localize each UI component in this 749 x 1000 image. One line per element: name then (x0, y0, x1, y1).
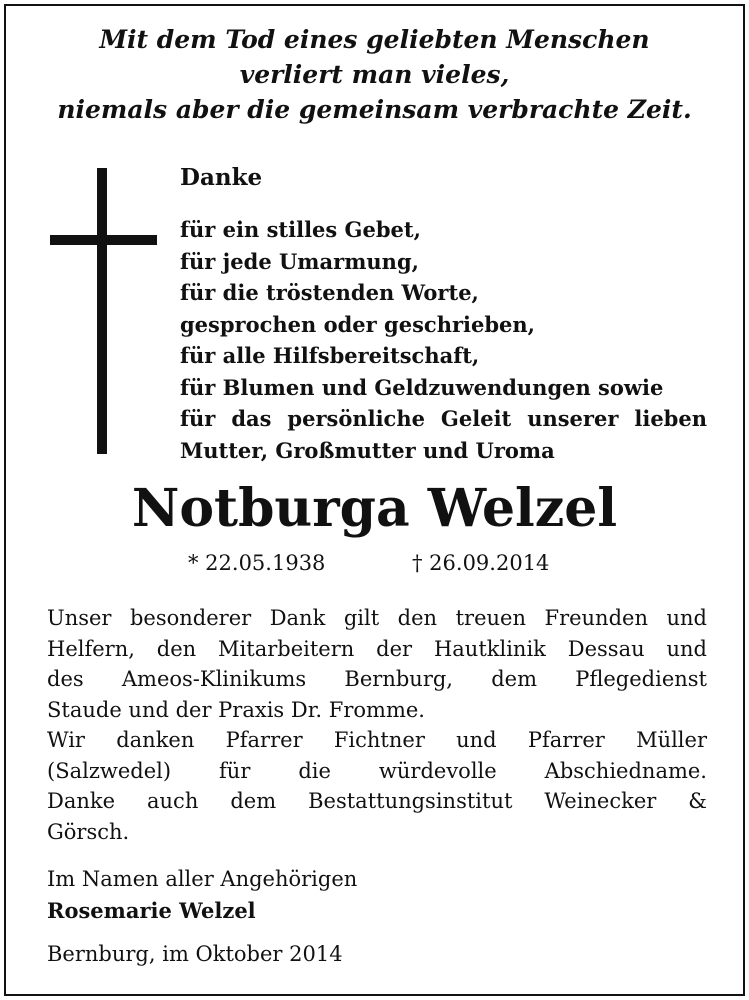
body-line: (Salzwedel) für die würdevolle Abschiedname. (47, 758, 707, 783)
motto-line-2: verliert man vieles, (239, 60, 510, 89)
death-date: † 26.09.2014 (412, 551, 550, 575)
body-line: Danke auch dem Bestattungsinstitut Weinecker & (47, 789, 707, 813)
thanks-line: Mutter, Großmutter und Uroma (180, 437, 555, 463)
thanks-line: für die tröstenden Worte, (180, 280, 479, 305)
place-date: Bernburg, im Oktober 2014 (47, 942, 343, 966)
thanks-line: für ein stilles Gebet, (180, 217, 421, 242)
body-line: Görsch. (47, 819, 130, 844)
deceased-name: Notburga Welzel (131, 478, 618, 539)
body-line: des Ameos-Klinikums Bernburg, dem Pflegedienst (47, 667, 707, 691)
thanks-line: für jede Umarmung, (180, 248, 419, 274)
thanks-line: gesprochen oder geschrieben, (180, 311, 535, 337)
thanks-list (180, 214, 707, 466)
signature-intro: Im Namen aller Angehörigen (47, 867, 358, 891)
cross-icon (97, 168, 107, 454)
motto-line-1: Mit dem Tod eines geliebten Menschen (99, 25, 650, 54)
motto-line-3: niemals aber die gemeinsam verbrachte Zeit. (57, 95, 692, 124)
body-line: Helfern, den Mitarbeitern der Hautklinik Dessau und (47, 636, 707, 661)
signature-block (47, 864, 357, 926)
thanks-line: für das persönliche Geleit unserer lieben (180, 406, 707, 431)
signature-name: Rosemarie Welzel (47, 898, 256, 923)
thanks-line: für alle Hilfsbereitschaft, (180, 343, 480, 368)
body-line: Staude und der Praxis Dr. Fromme. (47, 697, 425, 722)
body-line: Unser besonderer Dank gilt den treuen Freunden und (47, 606, 707, 630)
thanks-heading: Danke (180, 164, 263, 191)
birth-date: * 22.05.1938 (188, 551, 326, 575)
acknowledgement-text (47, 603, 707, 847)
body-line: Wir danken Pfarrer Fichtner und Pfarrer Müller (47, 728, 707, 752)
thanks-line: für Blumen und Geldzuwendungen sowie (180, 374, 664, 400)
motto (0, 22, 749, 127)
cross-icon-bar (50, 235, 157, 245)
